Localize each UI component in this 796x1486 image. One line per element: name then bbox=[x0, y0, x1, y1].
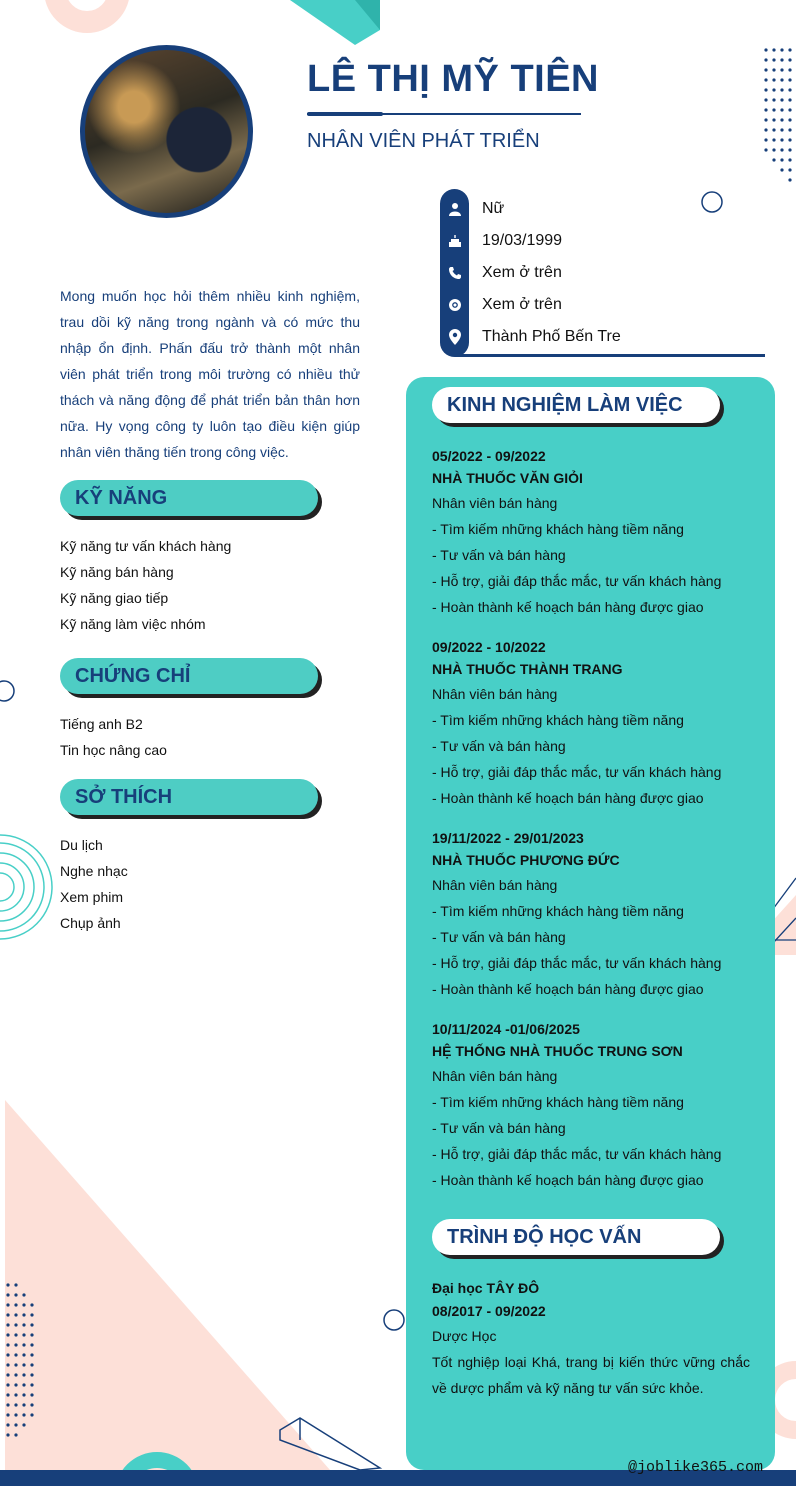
certificates-list bbox=[60, 711, 167, 763]
education-heading: TRÌNH ĐỘ HỌC VẤN bbox=[432, 1219, 720, 1255]
contact-birthday bbox=[440, 225, 562, 257]
job-line: - Tư vấn và bán hàng bbox=[432, 547, 566, 563]
site-credit: @joblike365.com bbox=[628, 1459, 764, 1476]
list-item: Kỹ năng tư vấn khách hàng bbox=[60, 538, 232, 554]
email-icon bbox=[440, 289, 469, 321]
hobbies-heading: SỞ THÍCH bbox=[60, 779, 318, 815]
list-item: Chụp ảnh bbox=[60, 915, 121, 931]
list-item: Tiếng anh B2 bbox=[60, 716, 143, 732]
gender-value: Nữ bbox=[482, 200, 505, 217]
job-company: NHÀ THUỐC PHƯƠNG ĐỨC bbox=[432, 852, 620, 868]
hobbies-list bbox=[60, 832, 128, 936]
education-major: Dược Học bbox=[432, 1328, 497, 1344]
job-line: - Tìm kiếm những khách hàng tiềm năng bbox=[432, 712, 684, 728]
name-underline bbox=[307, 113, 581, 115]
job-entry bbox=[432, 445, 762, 620]
skills-list bbox=[60, 533, 231, 637]
experience-heading: KINH NGHIỆM LÀM VIỆC bbox=[432, 387, 720, 423]
job-line: Nhân viên bán hàng bbox=[432, 495, 558, 511]
job-line: - Tìm kiếm những khách hàng tiềm năng bbox=[432, 903, 684, 919]
job-company: NHÀ THUỐC THÀNH TRANG bbox=[432, 661, 623, 677]
education-period: 08/2017 - 09/2022 bbox=[432, 1303, 546, 1319]
full-name: LÊ THỊ MỸ TIÊN bbox=[307, 58, 599, 100]
job-period: 10/11/2024 -01/06/2025 bbox=[432, 1021, 580, 1037]
job-line: - Hoàn thành kế hoạch bán hàng được giao bbox=[432, 1172, 704, 1188]
profile-photo bbox=[80, 45, 253, 218]
contact-address bbox=[440, 321, 621, 353]
email-value: Xem ở trên bbox=[482, 296, 562, 313]
job-line: - Tư vấn và bán hàng bbox=[432, 1120, 566, 1136]
job-line: - Tư vấn và bán hàng bbox=[432, 929, 566, 945]
list-item: Tin học nâng cao bbox=[60, 742, 167, 758]
contact-email bbox=[440, 289, 562, 321]
job-company: NHÀ THUỐC VĂN GIỎI bbox=[432, 470, 583, 486]
list-item: Kỹ năng giao tiếp bbox=[60, 590, 169, 606]
job-line: - Tìm kiếm những khách hàng tiềm năng bbox=[432, 1094, 684, 1110]
job-title: NHÂN VIÊN PHÁT TRIỂN bbox=[307, 130, 540, 152]
address-value: Thành Phố Bến Tre bbox=[482, 328, 621, 345]
contact-gender bbox=[440, 193, 504, 225]
job-entry bbox=[432, 827, 762, 1002]
education-description: Tốt nghiệp loại Khá, trang bị kiến thức vững chắc về dược phẩm và kỹ năng tư vấn sức khỏe. bbox=[432, 1354, 750, 1396]
skills-heading: KỸ NĂNG bbox=[60, 480, 318, 516]
phone-value: Xem ở trên bbox=[482, 264, 562, 281]
education-entry bbox=[432, 1277, 750, 1401]
job-entry bbox=[432, 1018, 762, 1193]
birthday-value: 19/03/1999 bbox=[482, 232, 563, 249]
job-line: Nhân viên bán hàng bbox=[432, 686, 558, 702]
list-item: Du lịch bbox=[60, 837, 103, 853]
contact-underline bbox=[455, 354, 765, 357]
list-item: Nghe nhạc bbox=[60, 863, 128, 879]
list-item: Xem phim bbox=[60, 889, 124, 905]
job-line: Nhân viên bán hàng bbox=[432, 877, 558, 893]
job-line: - Hỗ trợ, giải đáp thắc mắc, tư vấn khách hàng bbox=[432, 1146, 722, 1162]
job-period: 19/11/2022 - 29/01/2023 bbox=[432, 830, 584, 846]
job-line: - Hỗ trợ, giải đáp thắc mắc, tư vấn khách hàng bbox=[432, 955, 722, 971]
list-item: Kỹ năng làm việc nhóm bbox=[60, 616, 206, 632]
job-entry bbox=[432, 636, 762, 811]
contact-phone bbox=[440, 257, 562, 289]
job-line: - Hoàn thành kế hoạch bán hàng được giao bbox=[432, 981, 704, 997]
job-period: 05/2022 - 09/2022 bbox=[432, 448, 546, 464]
job-line: - Hỗ trợ, giải đáp thắc mắc, tư vấn khách hàng bbox=[432, 764, 722, 780]
job-line: Nhân viên bán hàng bbox=[432, 1068, 558, 1084]
birthday-cake-icon bbox=[440, 225, 469, 257]
job-line: - Tìm kiếm những khách hàng tiềm năng bbox=[432, 521, 684, 537]
user-icon bbox=[440, 193, 469, 225]
job-line: - Hoàn thành kế hoạch bán hàng được giao bbox=[432, 599, 704, 615]
phone-icon bbox=[440, 257, 469, 289]
job-line: - Hỗ trợ, giải đáp thắc mắc, tư vấn khách hàng bbox=[432, 573, 722, 589]
list-item: Kỹ năng bán hàng bbox=[60, 564, 174, 580]
location-pin-icon bbox=[440, 321, 469, 353]
job-line: - Hoàn thành kế hoạch bán hàng được giao bbox=[432, 790, 704, 806]
school-name: Đại học TÂY ĐÔ bbox=[432, 1280, 540, 1296]
job-company: HỆ THỐNG NHÀ THUỐC TRUNG SƠN bbox=[432, 1043, 683, 1059]
job-period: 09/2022 - 10/2022 bbox=[432, 639, 546, 655]
career-objective: Mong muốn học hỏi thêm nhiều kinh nghiệm, trau dồi kỹ năng trong ngành và có mức thu nhập ổn định. Phấn đấu trở thành một nhân viên phát triển trong môi trường có nhiều thử thách và năng động để phát triển bản thân hơn nữa. Hy vọng công ty luôn tạo điều kiện giúp nhân viên thăng tiến trong công việc. bbox=[60, 288, 360, 460]
certificates-heading: CHỨNG CHỈ bbox=[60, 658, 318, 694]
job-line: - Tư vấn và bán hàng bbox=[432, 738, 566, 754]
